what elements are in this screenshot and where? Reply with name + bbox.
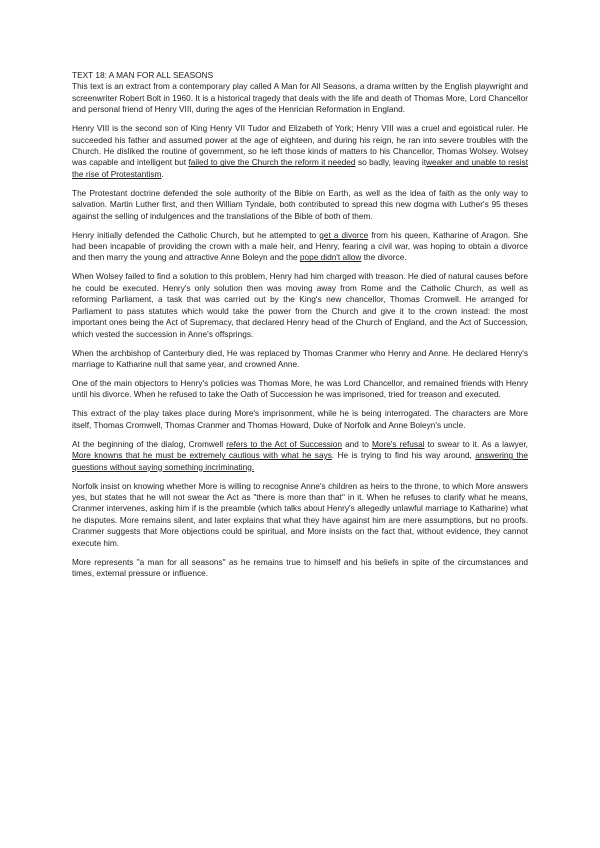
underlined-phrase: failed to give the Church the reform it needed — [188, 157, 356, 168]
text-span: to swear to it. As a lawyer, — [424, 438, 528, 449]
text-span: . — [161, 168, 164, 179]
paragraph-canterbury: When the archbishop of Canterbury died, He was replaced by Thomas Cranmer who Henry and Anne. He declared Henry's marriage to Katharine null that same year, and crowned Anne. — [72, 347, 528, 369]
underlined-phrase: More's refusal — [371, 438, 425, 449]
text-span: from his queen, Katharine of Aragon. She had been incapable of providing the crown with a male heir, and Henry, fearing a civil war, was hoping to obtain a divorce and then marry the young and attractive Anne Boleyn and the — [72, 229, 529, 263]
underlined-phrase: weaker and unable to resist the rise of Protestantism — [72, 157, 529, 179]
underlined-phrase: get a divorce — [319, 229, 369, 240]
text-span: and to — [342, 438, 372, 449]
document-title: TEXT 18: A MAN FOR ALL SEASONS — [72, 70, 214, 80]
paragraph-norfolk: Norfolk insist on knowing whether More is willing to recognise Anne's children as heirs to the throne, to which More answers yes, but states that he will not swear the Act as "there is more than that" in it. When he refuses to clarify what he means, Cranmer intervenes, asking him if is the preamble (which talks about Henry's allegedly unlawful marriage to Katharine) what he disputes. More remains silent, and later explains that what they have against him are mere assumptions, but no proofs. Cranmer suggests that More objections could be spiritual, and More insists on the fact that, without evidence, they cannot execute him. — [72, 480, 528, 548]
text-span: so badly, leaving it — [355, 157, 427, 168]
paragraph-objectors: One of the main objectors to Henry's policies was Thomas More, he was Lord Chancellor, and remained friends with Henry until his divorce. When he refused to take the Oath of Succession he was imprisoned, tried for treason and executed. — [72, 377, 528, 400]
text-span: . He is trying to find his way around, — [331, 450, 476, 461]
underlined-phrase: pope didn't allow — [299, 252, 362, 263]
paragraph-intro: This text is an extract from a contemporary play called A Man for All Seasons, a drama written by the English playwright and screenwriter Robert Bolt in 1960. It is a historical tragedy that deals with the life and death of Thomas More, Lord Chancellor and personal friend of Henry VIII, during the ages of the Henrician Reformation in England. — [72, 81, 528, 115]
paragraph-henry-viii — [72, 123, 528, 180]
text-span: Henry VIII is the second son of King Henry VII Tudor and Elizabeth of York; Henry VIII was a cruel and egoistical ruler. He succeeded his father and assumed power at the age of eighteen, and during his reign, he ran into severe troubles with the Church. He disliked the routine of government, so he left those kinds of matters to his Chancellor, Thomas Wolsey. Wolsey was capable and intelligent but — [72, 123, 528, 168]
paragraph-conclusion: More represents "a man for all seasons" as he remains true to himself and his beliefs in spite of the circumstances and times, external pressure or influence. — [72, 556, 528, 578]
paragraph-wolsey: When Wolsey failed to find a solution to this problem, Henry had him charged with treason. He died of natural causes before he could be executed. Henry's only solution then was moving away from Rome and the Catholic Church, as well as reforming Parliament, a task that was carried out by the King's new chancellor, Thomas Cromwell. He arranged for Parliament to pass statutes which would take the power from the Church and give it to the crown instead: the most important ones being the Act of Supremacy, that declared Henry head of the Church of England, and the Act of Succession, which vested the succession in Anne's offsprings. — [72, 271, 528, 339]
underlined-phrase: answering the questions without saying something incriminating. — [72, 450, 528, 472]
text-span: the divorce. — [361, 252, 407, 263]
paragraph-protestant-doctrine: The Protestant doctrine defended the sole authority of the Bible on Earth, as well as the idea of faith as the only way to salvation. Martin Luther first, and then William Tyndale, both contributed to spread this new dogma with Luther's 95 theses against the selling of indulgences and the translations of the Bible of both of them. — [72, 187, 528, 221]
document-page — [72, 70, 528, 587]
underlined-phrase: refers to the Act of Succession — [226, 438, 343, 449]
text-span: At the beginning of the dialog, Cromwell — [72, 438, 227, 449]
underlined-phrase: More knowns that he must be extremely cautious with what he says — [72, 450, 332, 461]
paragraph-dialog-beginning — [72, 439, 528, 473]
text-span: Henry initially defended the Catholic Church, but he attempted to — [72, 229, 320, 240]
paragraph-divorce — [72, 230, 528, 264]
paragraph-extract-setting: This extract of the play takes place during More's imprisonment, while he is being interrogated. The characters are More itself, Thomas Cromwell, Thomas Cranmer and Thomas Howard, Duke of Norfolk and Anne Boleyn's uncle. — [72, 408, 528, 430]
